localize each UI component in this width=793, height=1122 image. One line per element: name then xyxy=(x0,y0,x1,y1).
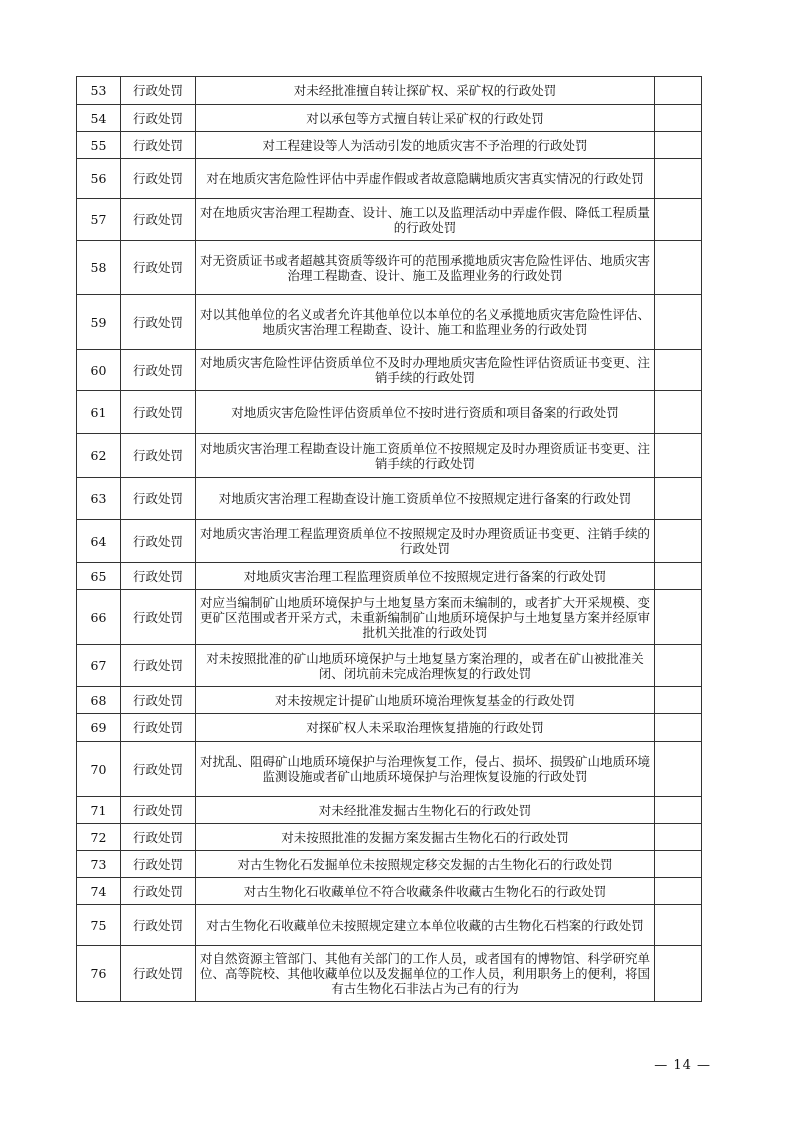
table-row xyxy=(77,590,702,645)
row-note-cell xyxy=(655,687,702,714)
row-category-cell: 行政处罚 xyxy=(121,797,196,824)
table-row xyxy=(77,350,702,391)
row-category-cell: 行政处罚 xyxy=(121,105,196,132)
row-number-cell: 75 xyxy=(77,905,121,946)
row-item-cell: 对地质灾害治理工程监理资质单位不按照规定及时办理资质证书变更、注销手续的行政处罚 xyxy=(196,520,655,563)
row-note-cell xyxy=(655,478,702,520)
row-note-cell xyxy=(655,905,702,946)
row-item-cell: 对未按规定计提矿山地质环境治理恢复基金的行政处罚 xyxy=(196,687,655,714)
row-note-cell xyxy=(655,824,702,851)
row-note-cell xyxy=(655,797,702,824)
row-number-cell: 63 xyxy=(77,478,121,520)
row-item-cell: 对自然资源主管部门、其他有关部门的工作人员，或者国有的博物馆、科学研究单位、高等院校、其他收藏单位以及发掘单位的工作人员，利用职务上的便利，将国有古生物化石非法占为己有的行为 xyxy=(196,946,655,1002)
row-category-cell: 行政处罚 xyxy=(121,905,196,946)
table-row xyxy=(77,295,702,350)
row-note-cell xyxy=(655,714,702,742)
row-item-cell: 对应当编制矿山地质环境保护与土地复垦方案而未编制的，或者扩大开采规模、变更矿区范围或者开采方式，未重新编制矿山地质环境保护与土地复垦方案并经原审批机关批准的行政处罚 xyxy=(196,590,655,645)
row-category-cell: 行政处罚 xyxy=(121,434,196,478)
row-category-cell: 行政处罚 xyxy=(121,241,196,295)
row-note-cell xyxy=(655,742,702,797)
row-number-cell: 76 xyxy=(77,946,121,1002)
row-category-cell: 行政处罚 xyxy=(121,645,196,687)
row-number-cell: 61 xyxy=(77,391,121,434)
row-category-cell: 行政处罚 xyxy=(121,350,196,391)
row-item-cell: 对古生物化石发掘单位未按照规定移交发掘的古生物化石的行政处罚 xyxy=(196,851,655,878)
row-number-cell: 62 xyxy=(77,434,121,478)
row-category-cell: 行政处罚 xyxy=(121,851,196,878)
row-note-cell xyxy=(655,132,702,159)
row-category-cell: 行政处罚 xyxy=(121,199,196,241)
table-row xyxy=(77,159,702,199)
table-row xyxy=(77,520,702,563)
table-row xyxy=(77,824,702,851)
row-category-cell: 行政处罚 xyxy=(121,520,196,563)
table-row xyxy=(77,199,702,241)
row-category-cell: 行政处罚 xyxy=(121,563,196,590)
row-item-cell: 对地质灾害治理工程监理资质单位不按照规定进行备案的行政处罚 xyxy=(196,563,655,590)
table-row xyxy=(77,905,702,946)
administrative-penalty-table xyxy=(76,76,702,1002)
row-item-cell: 对未经批准擅自转让探矿权、采矿权的行政处罚 xyxy=(196,77,655,105)
table-row xyxy=(77,851,702,878)
row-item-cell: 对在地质灾害治理工程勘查、设计、施工以及监理活动中弄虚作假、降低工程质量的行政处罚 xyxy=(196,199,655,241)
row-category-cell: 行政处罚 xyxy=(121,295,196,350)
row-note-cell xyxy=(655,520,702,563)
row-item-cell: 对地质灾害治理工程勘查设计施工资质单位不按照规定及时办理资质证书变更、注销手续的行政处罚 xyxy=(196,434,655,478)
row-item-cell: 对地质灾害危险性评估资质单位不及时办理地质灾害危险性评估资质证书变更、注销手续的行政处罚 xyxy=(196,350,655,391)
row-note-cell xyxy=(655,645,702,687)
row-note-cell xyxy=(655,590,702,645)
table-row xyxy=(77,241,702,295)
row-number-cell: 70 xyxy=(77,742,121,797)
table-row xyxy=(77,797,702,824)
row-note-cell xyxy=(655,851,702,878)
row-number-cell: 69 xyxy=(77,714,121,742)
row-number-cell: 54 xyxy=(77,105,121,132)
row-number-cell: 55 xyxy=(77,132,121,159)
row-number-cell: 56 xyxy=(77,159,121,199)
row-number-cell: 74 xyxy=(77,878,121,905)
row-number-cell: 72 xyxy=(77,824,121,851)
row-item-cell: 对扰乱、阻碍矿山地质环境保护与治理恢复工作，侵占、损坏、损毁矿山地质环境监测设施或者矿山地质环境保护与治理恢复设施的行政处罚 xyxy=(196,742,655,797)
table-row xyxy=(77,563,702,590)
table-row xyxy=(77,478,702,520)
row-category-cell: 行政处罚 xyxy=(121,824,196,851)
table-row xyxy=(77,434,702,478)
row-category-cell: 行政处罚 xyxy=(121,946,196,1002)
row-note-cell xyxy=(655,946,702,1002)
row-category-cell: 行政处罚 xyxy=(121,878,196,905)
row-number-cell: 58 xyxy=(77,241,121,295)
row-item-cell: 对在地质灾害危险性评估中弄虚作假或者故意隐瞒地质灾害真实情况的行政处罚 xyxy=(196,159,655,199)
row-number-cell: 66 xyxy=(77,590,121,645)
row-category-cell: 行政处罚 xyxy=(121,590,196,645)
row-category-cell: 行政处罚 xyxy=(121,391,196,434)
row-number-cell: 59 xyxy=(77,295,121,350)
table-row xyxy=(77,77,702,105)
row-category-cell: 行政处罚 xyxy=(121,687,196,714)
row-number-cell: 68 xyxy=(77,687,121,714)
row-item-cell: 对未按照批准的矿山地质环境保护与土地复垦方案治理的，或者在矿山被批准关闭、闭坑前未完成治理恢复的行政处罚 xyxy=(196,645,655,687)
row-item-cell: 对未按照批准的发掘方案发掘古生物化石的行政处罚 xyxy=(196,824,655,851)
row-note-cell xyxy=(655,295,702,350)
row-number-cell: 73 xyxy=(77,851,121,878)
row-category-cell: 行政处罚 xyxy=(121,132,196,159)
page-number: — 14 — xyxy=(654,1058,711,1073)
row-number-cell: 53 xyxy=(77,77,121,105)
row-item-cell: 对地质灾害危险性评估资质单位不按时进行资质和项目备案的行政处罚 xyxy=(196,391,655,434)
row-category-cell: 行政处罚 xyxy=(121,714,196,742)
row-note-cell xyxy=(655,563,702,590)
row-note-cell xyxy=(655,241,702,295)
table-body xyxy=(77,77,702,1002)
table-row xyxy=(77,391,702,434)
table-row xyxy=(77,946,702,1002)
table-row xyxy=(77,742,702,797)
row-note-cell xyxy=(655,105,702,132)
row-number-cell: 67 xyxy=(77,645,121,687)
row-note-cell xyxy=(655,77,702,105)
row-item-cell: 对以承包等方式擅自转让采矿权的行政处罚 xyxy=(196,105,655,132)
row-number-cell: 60 xyxy=(77,350,121,391)
row-number-cell: 64 xyxy=(77,520,121,563)
row-item-cell: 对古生物化石收藏单位不符合收藏条件收藏古生物化石的行政处罚 xyxy=(196,878,655,905)
table-row xyxy=(77,878,702,905)
row-note-cell xyxy=(655,434,702,478)
row-item-cell: 对未经批准发掘古生物化石的行政处罚 xyxy=(196,797,655,824)
row-note-cell xyxy=(655,159,702,199)
row-category-cell: 行政处罚 xyxy=(121,478,196,520)
row-number-cell: 57 xyxy=(77,199,121,241)
row-category-cell: 行政处罚 xyxy=(121,159,196,199)
row-category-cell: 行政处罚 xyxy=(121,742,196,797)
row-number-cell: 71 xyxy=(77,797,121,824)
table-row xyxy=(77,714,702,742)
table-row xyxy=(77,645,702,687)
row-number-cell: 65 xyxy=(77,563,121,590)
row-item-cell: 对探矿权人未采取治理恢复措施的行政处罚 xyxy=(196,714,655,742)
table-row xyxy=(77,687,702,714)
row-category-cell: 行政处罚 xyxy=(121,77,196,105)
row-item-cell: 对古生物化石收藏单位未按照规定建立本单位收藏的古生物化石档案的行政处罚 xyxy=(196,905,655,946)
row-note-cell xyxy=(655,391,702,434)
row-note-cell xyxy=(655,350,702,391)
row-note-cell xyxy=(655,199,702,241)
row-note-cell xyxy=(655,878,702,905)
row-item-cell: 对以其他单位的名义或者允许其他单位以本单位的名义承揽地质灾害危险性评估、地质灾害治理工程勘查、设计、施工和监理业务的行政处罚 xyxy=(196,295,655,350)
row-item-cell: 对无资质证书或者超越其资质等级许可的范围承揽地质灾害危险性评估、地质灾害治理工程勘查、设计、施工及监理业务的行政处罚 xyxy=(196,241,655,295)
table-row xyxy=(77,132,702,159)
table-row xyxy=(77,105,702,132)
row-item-cell: 对工程建设等人为活动引发的地质灾害不予治理的行政处罚 xyxy=(196,132,655,159)
row-item-cell: 对地质灾害治理工程勘查设计施工资质单位不按照规定进行备案的行政处罚 xyxy=(196,478,655,520)
